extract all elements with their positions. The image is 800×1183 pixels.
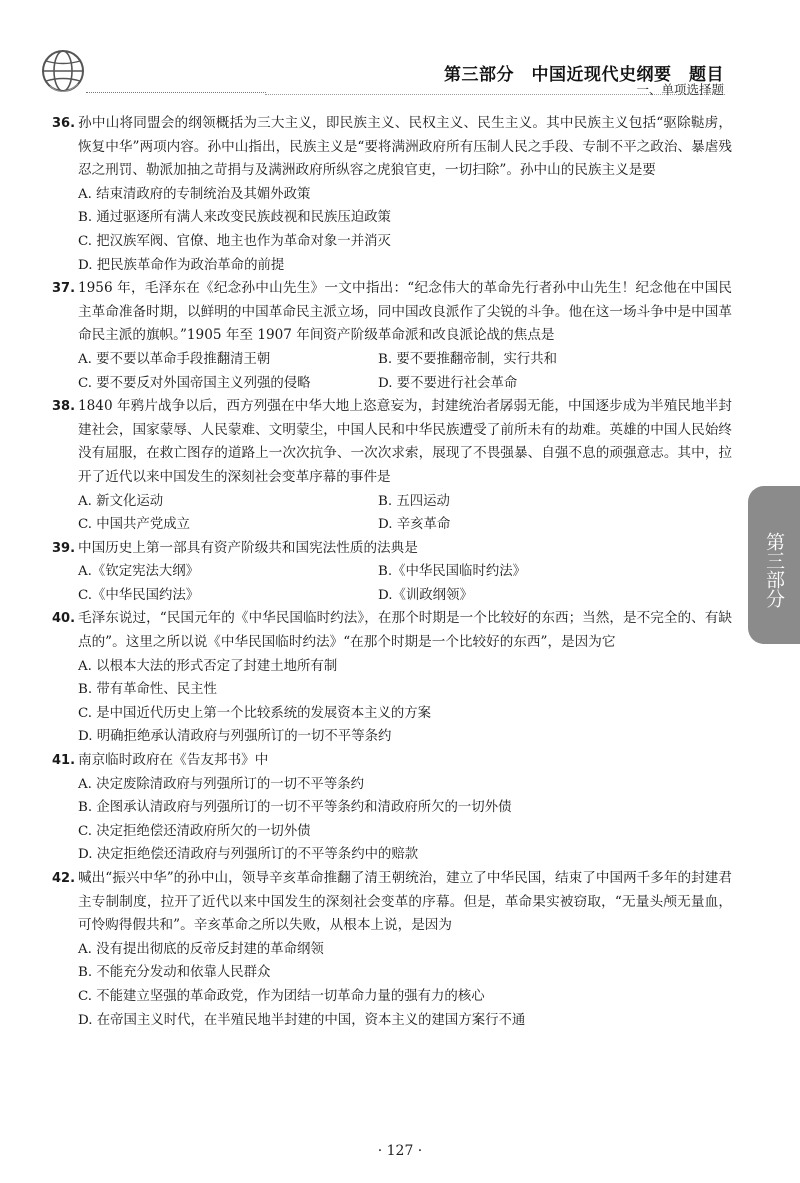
option-b[interactable]: B. 五四运动 [378, 493, 450, 509]
option-b[interactable]: B. 通过驱逐所有满人来改变民族歧视和民族压迫政策 [78, 210, 391, 226]
option-b[interactable]: B.《中华民国临时约法》 [378, 564, 527, 580]
question-40 [52, 607, 732, 749]
question-stem [52, 395, 732, 489]
question-number: 42. [52, 871, 76, 886]
page-header [0, 0, 800, 108]
option-b[interactable]: B. 企图承认清政府与列强所订的一切不平等条约和清政府所欠的一切外债 [78, 800, 512, 816]
option-d[interactable]: D. 决定拒绝偿还清政府与列强所订的不平等条约中的赔款 [78, 847, 419, 863]
question-42 [52, 867, 732, 1032]
option-c[interactable]: C. 要不要反对外国帝国主义列强的侵略 [78, 375, 311, 391]
side-tab-label: 第三部分 [763, 532, 785, 608]
question-text: 喊出“振兴中华”的孙中山，领导辛亥革命推翻了清王朝统治，建立了中华民国，结束了中国两千多年的封建君主专制制度，拉开了近代以来中国发生的深刻社会变革的序幕。但是，革命果实被窃取，“无量头颅无量血，可怜购得假共和”。辛亥革命之所以失败，从根本上说，是因为 [78, 870, 732, 934]
question-stem [52, 277, 732, 348]
question-text: 孙中山将同盟会的纲领概括为三大主义，即民族主义、民权主义、民生主义。其中民族主义包括“驱除鞑虏，恢复中华”两项内容。孙中山指出，民族主义是“要将满洲政府所有压制人民之手段、专制不平之政治、暴虐残忍之刑罚、勒派加抽之苛捐与及满洲政府所纵容之虎狼官吏，一切扫除”。孙中山的民族主义是要 [78, 115, 732, 179]
question-text: 南京临时政府在《告友邦书》中 [78, 752, 269, 769]
option-a[interactable]: A.《钦定宪法大纲》 [78, 564, 200, 580]
question-stem [52, 607, 732, 654]
question-list [52, 112, 732, 1032]
option-d[interactable]: D. 辛亥革命 [378, 517, 451, 533]
option-list [52, 560, 732, 607]
question-number: 39. [52, 540, 76, 556]
question-number: 38. [52, 399, 76, 415]
option-d[interactable]: D. 把民族革命作为政治革命的前提 [78, 257, 285, 273]
option-d[interactable]: D. 要不要进行社会革命 [378, 375, 518, 391]
option-a[interactable]: A. 新文化运动 [78, 493, 164, 509]
option-c[interactable]: C. 不能建立坚强的革命政党，作为团结一切革命力量的强有力的核心 [78, 988, 485, 1004]
option-b[interactable]: B. 不能充分发动和依靠人民群众 [78, 965, 271, 981]
question-number: 36. [52, 116, 76, 131]
option-a[interactable]: A. 要不要以革命手段推翻清王朝 [78, 351, 271, 367]
option-c[interactable]: C. 把汉族军阀、官僚、地主也作为革命对象一并消灭 [78, 233, 391, 249]
option-list [52, 490, 732, 537]
option-c[interactable]: C. 决定拒绝偿还清政府所欠的一切外债 [78, 823, 311, 839]
option-list [52, 183, 732, 277]
question-text: 1956 年，毛泽东在《纪念孙中山先生》一文中指出：“纪念伟大的革命先行者孙中山先生！纪念他在中国民主革命准备时期，以鲜明的中国革命民主派立场，同中国改良派作了尖锐的斗争。他在这一场斗争中是中国革命民主派的旗帜。”1905 年至 1907 年间资产阶级革命派和改良派论战的焦点是 [78, 280, 732, 344]
question-stem [52, 537, 732, 561]
option-b[interactable]: B. 要不要推翻帝制，实行共和 [378, 351, 558, 367]
header-divider [86, 92, 266, 93]
question-text: 1840 年鸦片战争以后，西方列强在中华大地上恣意妄为，封建统治者孱弱无能，中国逐步成为半殖民地半封建社会，国家蒙辱、人民蒙难、文明蒙尘，中国人民和中华民族遭受了前所未有的劫难。英雄的中国人民始终没有屈服，在救亡图存的道路上一次次抗争、一次次求索，展现了不畏强暴、自强不息的顽强意志。其中，拉开了近代以来中国发生的深刻社会变革序幕的事件是 [78, 398, 732, 485]
question-number: 37. [52, 281, 76, 297]
option-list [52, 773, 732, 867]
section-side-tab [748, 486, 800, 644]
header-subtitle: 一、单项选择题 [636, 82, 724, 97]
option-a[interactable]: A. 以根本大法的形式否定了封建土地所有制 [78, 658, 338, 674]
question-text: 毛泽东说过，“民国元年的《中华民国临时约法》，在那个时期是一个比较好的东西；当然，是不完全的、有缺点的”。这里之所以说《中华民国临时约法》“在那个时期是一个比较好的东西”，是因为它 [78, 610, 732, 651]
option-c[interactable]: C.《中华民国约法》 [78, 587, 200, 603]
option-d[interactable]: D. 明确拒绝承认清政府与列强所订的一切不平等条约 [78, 729, 392, 745]
globe-logo-icon [40, 48, 86, 94]
option-d[interactable]: D. 在帝国主义时代，在半殖民地半封建的中国，资本主义的建国方案行不通 [78, 1012, 526, 1028]
option-a[interactable]: A. 结束清政府的专制统治及其媚外政策 [78, 186, 311, 202]
question-stem [52, 112, 732, 183]
header-title: 第三部分 中国近现代史纲要 题目 [444, 65, 724, 85]
question-37 [52, 277, 732, 395]
option-list [52, 655, 732, 749]
question-stem [52, 867, 732, 938]
question-stem [52, 749, 732, 773]
question-41 [52, 749, 732, 867]
question-number: 40. [52, 611, 76, 627]
option-list [52, 348, 732, 395]
option-b[interactable]: B. 带有革命性、民主性 [78, 682, 217, 698]
question-38 [52, 395, 732, 537]
question-text: 中国历史上第一部具有资产阶级共和国宪法性质的法典是 [78, 539, 418, 556]
question-36 [52, 112, 732, 277]
option-a[interactable]: A. 没有提出彻底的反帝反封建的革命纲领 [78, 941, 324, 957]
option-a[interactable]: A. 决定废除清政府与列强所订的一切不平等条约 [78, 776, 364, 792]
question-39 [52, 537, 732, 608]
option-c[interactable]: C. 中国共产党成立 [78, 517, 191, 533]
option-d[interactable]: D.《训政纲领》 [378, 587, 473, 603]
question-number: 41. [52, 753, 76, 769]
page-number: · 127 · [377, 1143, 423, 1159]
option-c[interactable]: C. 是中国近代历史上第一个比较系统的发展资本主义的方案 [78, 705, 432, 721]
option-list [52, 938, 732, 1032]
